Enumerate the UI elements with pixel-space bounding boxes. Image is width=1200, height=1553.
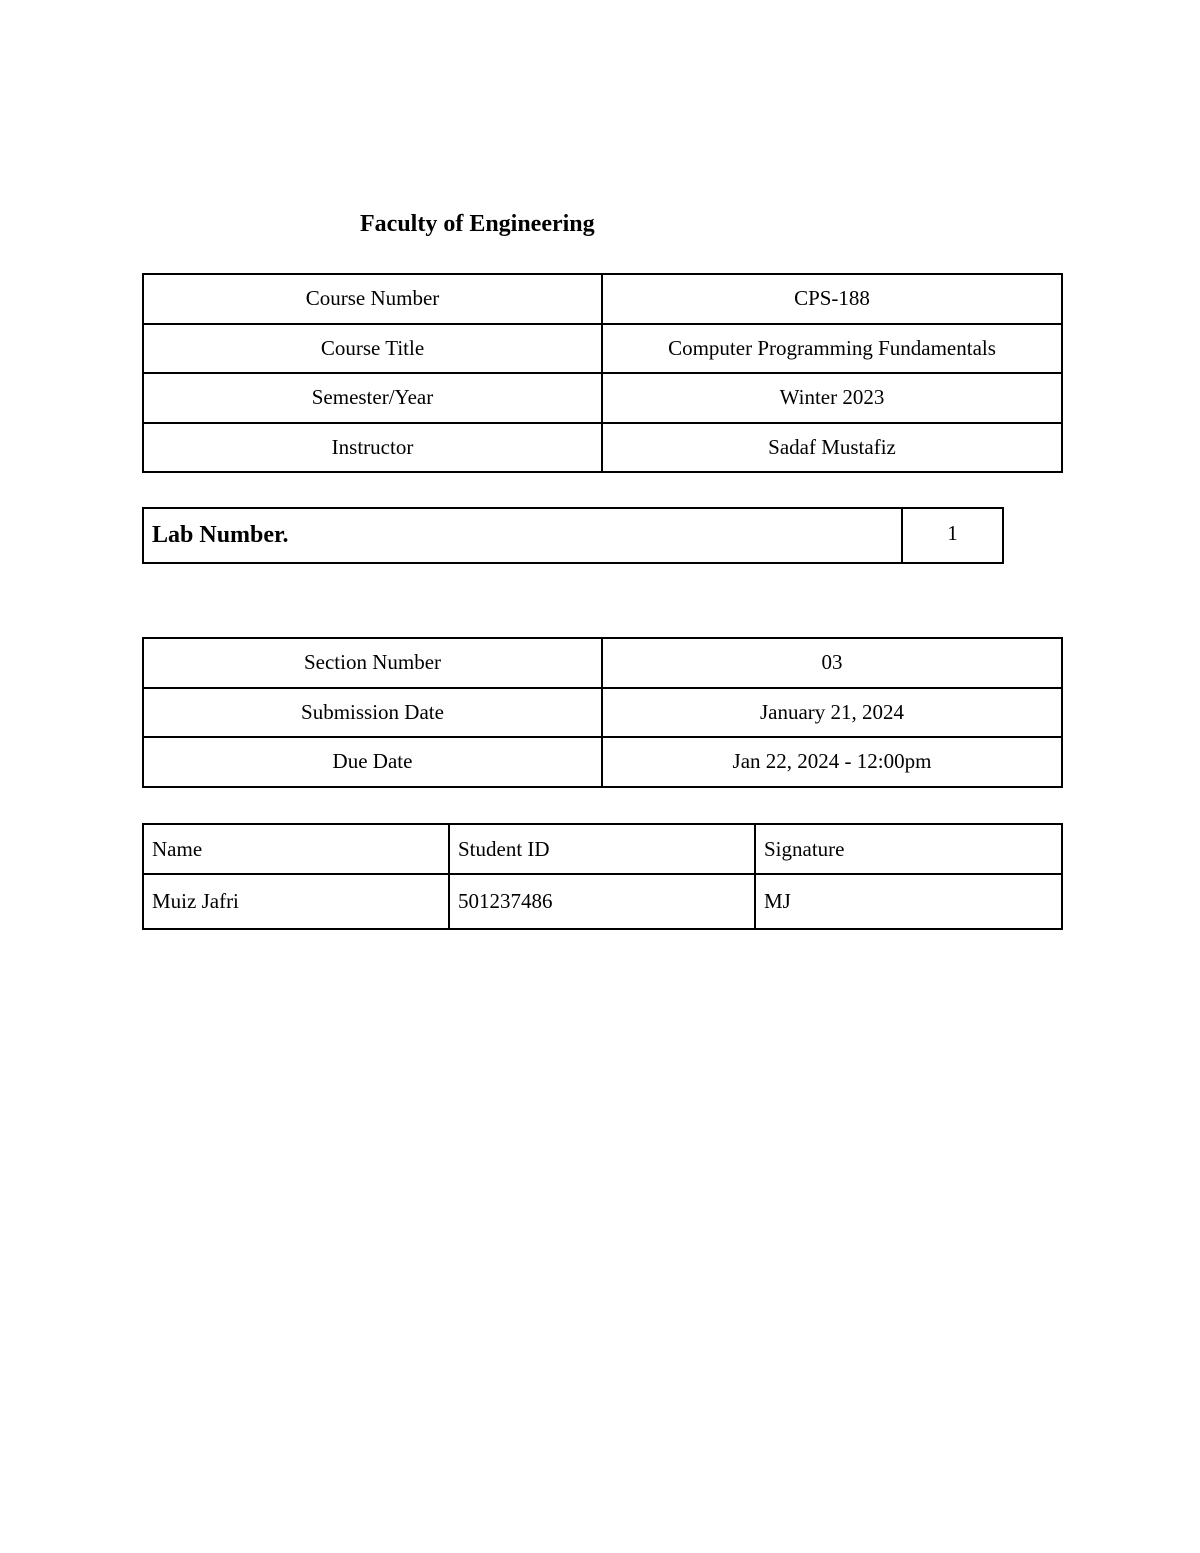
student-table (142, 823, 1063, 930)
table-row (143, 688, 1062, 738)
table-row (143, 638, 1062, 688)
page-title: Faculty of Engineering (360, 211, 595, 237)
semester-year-label: Semester/Year (143, 373, 602, 423)
table-row (143, 373, 1062, 423)
table-row (143, 274, 1062, 324)
submission-date-value: January 21, 2024 (602, 688, 1062, 738)
course-number-label: Course Number (143, 274, 602, 324)
table-header-row (143, 824, 1062, 874)
course-number-value: CPS-188 (602, 274, 1062, 324)
lab-number-value: 1 (902, 508, 1003, 563)
table-row (143, 737, 1062, 787)
submission-date-label: Submission Date (143, 688, 602, 738)
lab-number-label: Lab Number. (143, 508, 902, 563)
student-id-header: Student ID (449, 824, 755, 874)
section-number-value: 03 (602, 638, 1062, 688)
student-name-cell: Muiz Jafri (143, 874, 449, 929)
signature-header: Signature (755, 824, 1062, 874)
lab-number-table (142, 507, 1004, 564)
instructor-label: Instructor (143, 423, 602, 473)
name-header: Name (143, 824, 449, 874)
table-row (143, 423, 1062, 473)
instructor-value: Sadaf Mustafiz (602, 423, 1062, 473)
course-title-value: Computer Programming Fundamentals (602, 324, 1062, 374)
semester-year-value: Winter 2023 (602, 373, 1062, 423)
section-info-table (142, 637, 1063, 788)
course-title-label: Course Title (143, 324, 602, 374)
table-row (143, 508, 1003, 563)
section-number-label: Section Number (143, 638, 602, 688)
table-row (143, 874, 1062, 929)
signature-cell: MJ (755, 874, 1062, 929)
table-row (143, 324, 1062, 374)
course-info-table (142, 273, 1063, 473)
student-id-cell: 501237486 (449, 874, 755, 929)
due-date-value: Jan 22, 2024 - 12:00pm (602, 737, 1062, 787)
due-date-label: Due Date (143, 737, 602, 787)
